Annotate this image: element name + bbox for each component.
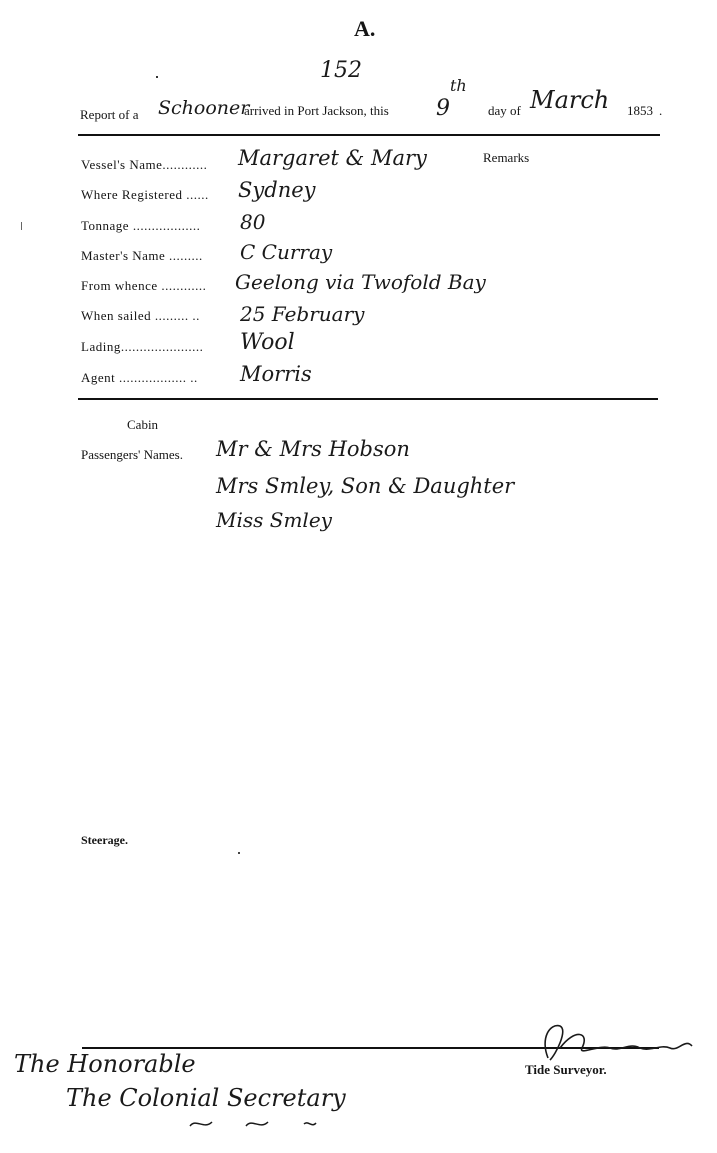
master-name-label: Master's Name ......... xyxy=(81,248,203,263)
remarks-label: Remarks xyxy=(483,150,530,165)
tide-surveyor-label: Tide Surveyor. xyxy=(525,1062,607,1077)
day-of-text: day of xyxy=(488,103,521,118)
arrival-day: 9 xyxy=(436,96,450,121)
form-letter: A. xyxy=(354,16,376,41)
from-whence-label: From whence ............ xyxy=(81,278,207,293)
lading-value: Wool xyxy=(240,330,295,355)
arrived-text: arrived in Port Jackson, this xyxy=(244,103,389,118)
passengers-names-label: Passengers' Names. xyxy=(81,447,183,462)
lading-label: Lading...................... xyxy=(81,339,204,354)
report-number: 152 xyxy=(320,58,362,83)
arrival-year: 1853 xyxy=(627,103,653,118)
master-name-value: C Curray xyxy=(240,240,333,264)
report-prefix: Report of a xyxy=(80,107,139,122)
paper-speck xyxy=(238,852,240,854)
vessel-type: Schooner xyxy=(158,97,250,119)
from-whence-value: Geelong via Twofold Bay xyxy=(235,270,486,294)
tonnage-value: 80 xyxy=(240,210,266,234)
when-sailed-value: 25 February xyxy=(240,302,365,326)
vessel-name-label: Vessel's Name............ xyxy=(81,157,208,172)
arrival-month: March xyxy=(530,86,610,114)
paper-speck xyxy=(21,222,22,230)
where-registered-label: Where Registered ...... xyxy=(81,187,209,202)
passenger-line: Miss Smley xyxy=(216,508,332,532)
addressee-line-1: The Honorable xyxy=(14,1050,196,1078)
passenger-line: Mr & Mrs Hobson xyxy=(216,437,410,461)
when-sailed-label: When sailed ......... .. xyxy=(81,308,200,323)
agent-value: Morris xyxy=(240,362,312,386)
fields-divider xyxy=(78,398,658,400)
agent-label: Agent .................. .. xyxy=(81,370,198,385)
paper-speck xyxy=(156,76,158,78)
where-registered-value: Sydney xyxy=(238,178,316,202)
surveyor-signature xyxy=(520,1018,700,1068)
arrival-day-suffix: th xyxy=(450,76,467,95)
tonnage-label: Tonnage .................. xyxy=(81,218,201,233)
passenger-line: Mrs Smley, Son & Daughter xyxy=(216,474,515,498)
steerage-label: Steerage. xyxy=(81,833,128,847)
addressee-flourish xyxy=(186,1114,326,1134)
year-period: . xyxy=(659,103,663,118)
addressee-line-2: The Colonial Secretary xyxy=(66,1084,346,1112)
cabin-label: Cabin xyxy=(127,417,159,432)
header-divider xyxy=(78,134,660,136)
vessel-name-value: Margaret & Mary xyxy=(238,146,427,170)
